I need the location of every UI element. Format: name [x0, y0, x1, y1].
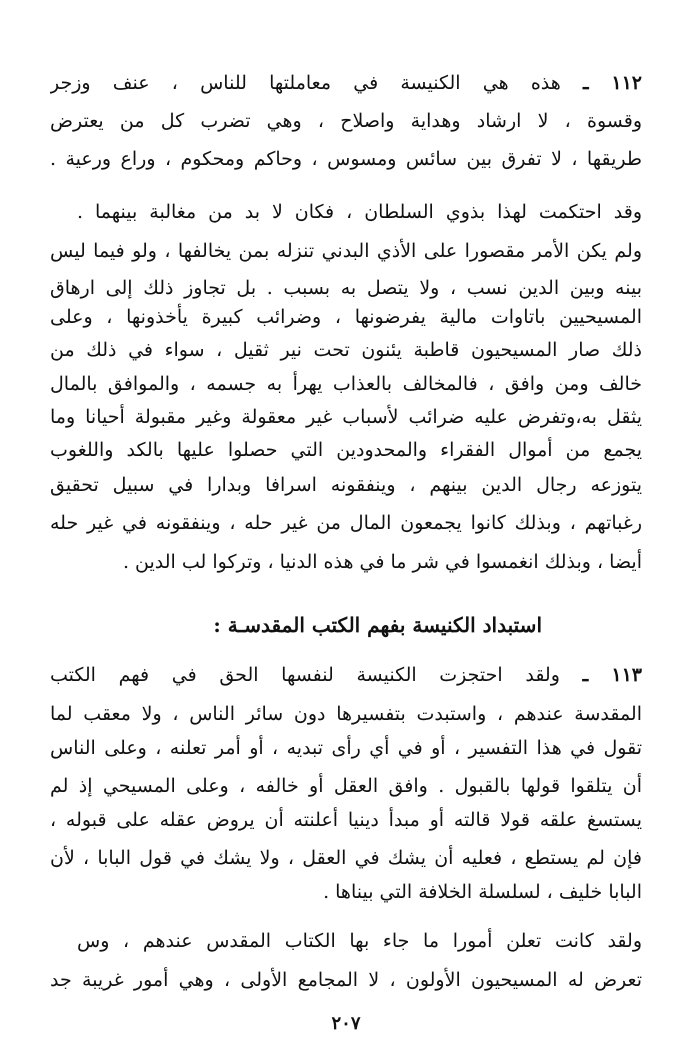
- text-line: يتوزعه رجال الدين بينهم ، وينفقونه اسرافا وبدارا في سبيل تحقيق: [50, 474, 642, 496]
- text-line: المسيحيين باتاوات مالية يفرضونها ، وضرائب كبيرة يأخذونها ، وعلى: [50, 306, 642, 328]
- text-line: المقدسة عندهم ، واستبدت بتفسيرها دون سائر الناس ، ولا معقب لما: [50, 703, 642, 725]
- text-line: البابا خليف ، لسلسلة الخلافة التي بيناها .: [323, 881, 642, 903]
- text-line: وقسوة ، لا ارشاد وهداية واصلاح ، وهي تضرب كل من يعترض: [50, 110, 642, 132]
- text-line: ولم يكن الأمر مقصورا على الأذي البدني تنزله بمن يخالفها ، ولو فيما ليس: [50, 240, 642, 262]
- text-line: [50, 63, 642, 103]
- text-line: تقول في هذا التفسير ، أو في أي رأى تبديه ، أو أمر تعلنه ، وعلى الناس: [50, 737, 642, 759]
- text-line: خالف ومن وافق ، فالمخالف بالعذاب يهرأ به جسمه ، والموافق بالمال: [50, 373, 642, 395]
- paragraph-text: ولقد احتجزت الكنيسة لنفسها الحق في فهم الكتب: [50, 664, 560, 686]
- section-heading: استبداد الكنيسة بفهم الكتب المقدسـة :: [213, 613, 542, 637]
- paragraph-number: ١١٣ ـ: [582, 664, 642, 686]
- text-line: ذلك صار المسيحيون قاطبة يئنون تحت نير ثقيل ، سواء في ذلك من: [50, 339, 642, 361]
- text-line: ولقد كانت تعلن أمورا ما جاء بها الكتاب المقدس عندهم ، وس: [77, 930, 642, 952]
- text-line: وقد احتكمت لهذا بذوي السلطان ، فكان لا بد من مغالبة بينهما .: [77, 201, 642, 223]
- text-line: رغباتهم ، وبذلك كانوا يجمعون المال من غير حله ، وينفقونه في غير حله: [50, 512, 642, 534]
- text-line: تعرض له المسيحيون الأولون ، لا المجامع الأولى ، وهي أمور غريبة جد: [50, 969, 642, 991]
- page-number: ٢٠٧: [331, 1013, 361, 1034]
- text-line: يستسغ علقه قولا قالته أو مبدأ دينيا أعلنته أن يروض عقله على قبوله ،: [50, 809, 642, 831]
- text-line: بينه وبين الدين نسب ، ولا يتصل به بسبب . بل تجاوز ذلك إلى ارهاق: [50, 277, 642, 299]
- text-line: [50, 655, 642, 695]
- paragraph-text: هذه هي الكنيسة في معاملتها للناس ، عنف وزجر: [50, 72, 561, 94]
- text-line: أن يتلقوا قولها بالقبول . وافق العقل أو خالفه ، وعلى المسيحي إذ لم: [50, 775, 642, 797]
- text-line: فإن لم يستطع ، فعليه أن يشك في العقل ، ولا يشك في قول البابا ، لأن: [50, 847, 642, 869]
- text-line: يثقل به،وتفرض عليه ضرائب لأسباب غير معقولة وغير مقبولة أحيانا وما: [50, 406, 642, 428]
- paragraph-number: ١١٢ ـ: [583, 72, 642, 94]
- text-line: أيضا ، وبذلك انغمسوا في شر ما في هذه الدنيا ، وتركوا لب الدين .: [122, 551, 642, 573]
- text-line: طريقها ، لا تفرق بين سائس ومسوس ، وحاكم ومحكوم ، وراع ورعية .: [50, 148, 642, 170]
- text-line: يجمع من أموال الفقراء والمحدودين التي حصلوا عليها بالكد واللغوب: [50, 439, 642, 461]
